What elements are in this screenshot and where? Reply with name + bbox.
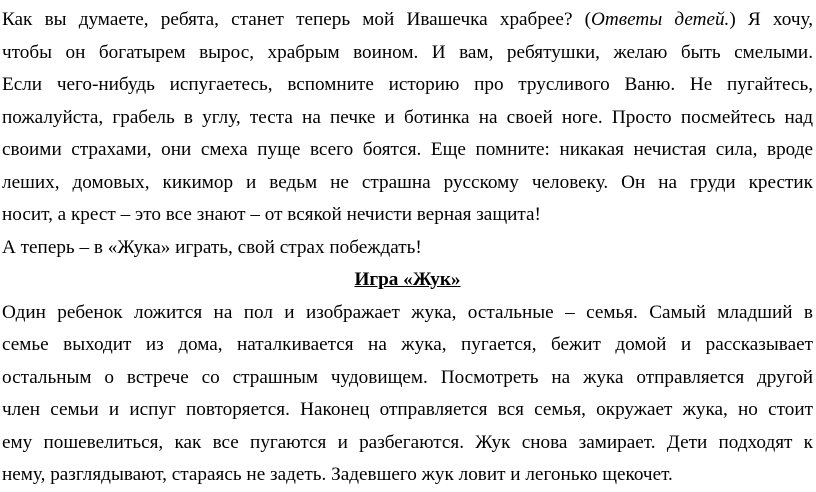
paragraph-1-line-2: чтобы он богатырем вырос, храбрым воином. И вам, ребятушки, желаю быть смелыми. xyxy=(2,41,813,63)
paragraph-2-line-1: А теперь – в «Жука» играть, свой страх побеждать! xyxy=(2,236,422,258)
paragraph-1-line-3: Если чего-нибудь испугаетесь, вспомните историю про трусливого Ваню. Не пугайтесь, xyxy=(2,74,813,95)
paragraph-3-line-6: нему, разглядывают, стараясь не задеть. Задевшего жук ловит и легонько щекочет. xyxy=(2,464,673,485)
paragraph-1-line-1 xyxy=(0,4,816,37)
paragraph-3-line-3: остальным о встрече со страшным чудовищем. Посмотреть на жука отправляется другой xyxy=(2,366,813,388)
paragraph-1-line-6: леших, домовых, кикимор и ведьм не страшна русскому человеку. Он на груди крестик xyxy=(2,171,813,193)
paragraph-3-line-2: семье выходит из дома, наталкивается на жука, пугается, бежит домой и рассказывает xyxy=(2,334,813,355)
document-page xyxy=(0,4,816,492)
paragraph-1-line-4: пожалуйста, грабель в углу, теста на печке и ботинка на своей ноге. Просто посмейтесь над xyxy=(2,106,813,128)
paragraph-3-line-1: Один ребенок ложится на пол и изображает жука, остальные – семья. Самый младший в xyxy=(2,301,813,323)
text-segment: ) Я хочу, xyxy=(729,9,813,30)
text-segment: Как вы думаете, ребята, станет теперь мой Ивашечка храбрее? ( xyxy=(2,9,592,30)
paragraph-1-line-7: носит, а крест – это все знают – от всякой нечисти верная защита! xyxy=(2,204,541,225)
game-heading-text: Игра «Жук» xyxy=(354,269,461,290)
game-heading xyxy=(0,264,816,297)
children-answers-note: Ответы детей. xyxy=(591,9,730,30)
paragraph-1-line-5: своими страхами, они смеха пуще всего боятся. Еще помните: никакая нечистая сила, вроде xyxy=(2,139,813,160)
paragraph-3-line-4: член семьи и испуг повторяется. Наконец отправляется вся семья, окружает жука, но стоит xyxy=(2,399,813,420)
paragraph-3-line-5: ему пошевелиться, как все пугаются и разбегаются. Жук снова замирает. Дети подходят к xyxy=(2,431,813,453)
